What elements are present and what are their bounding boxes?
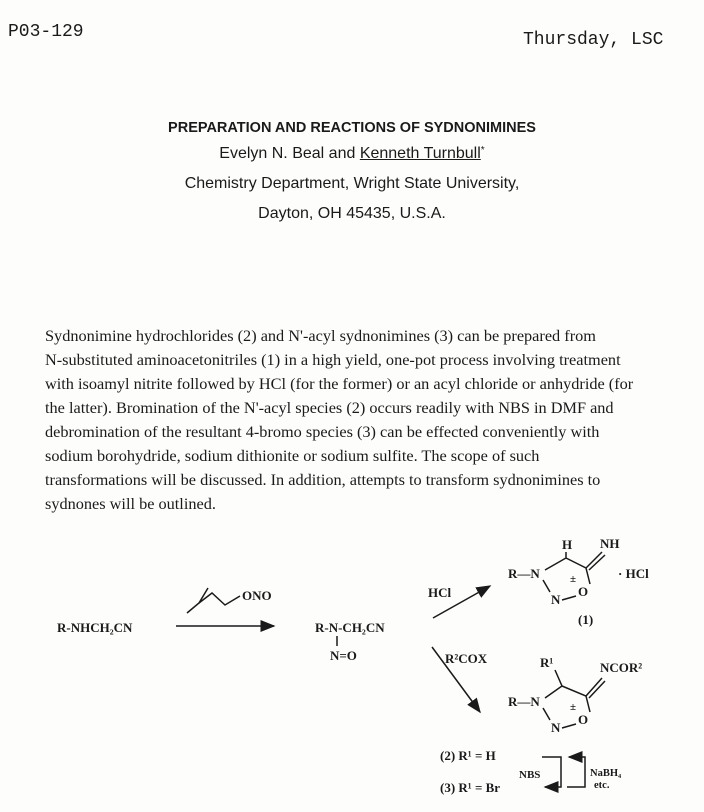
paper-title: PREPARATION AND REACTIONS OF SYDNONIMINES	[168, 120, 536, 136]
reagent-nabh4: NaBH₄	[590, 768, 622, 779]
nbs-bracket-arrow	[542, 757, 561, 787]
affiliation-line: Dayton, OH 45435, U.S.A.	[258, 205, 446, 222]
abstract-line: sydnones will be outlined.	[45, 494, 216, 513]
abstract-line: sodium borohydride, sodium dithionite or sodium sulfite. The scope of such	[45, 446, 540, 465]
author-presenter: Kenneth Turnbull	[359, 145, 481, 162]
nitroso-group: N=O	[330, 648, 357, 663]
compound-3-def: (3) R¹ = Br	[440, 780, 501, 795]
reagent-etc: etc.	[594, 780, 610, 791]
author-1: Evelyn N. Beal and	[219, 145, 360, 162]
atom-rn: R—N	[508, 566, 540, 581]
hcl-salt: · HCl	[618, 566, 649, 581]
abstract-line: the latter). Bromination of the N'-acyl species (2) occurs readily with NBS in DMF and	[45, 398, 614, 417]
abstract-line: with isoamyl nitrite followed by HCl (for the former) or an acyl chloride or anhydride (for	[45, 374, 634, 393]
atom-rn: R—N	[508, 694, 540, 709]
affiliation-line: Chemistry Department, Wright State University,	[184, 175, 520, 192]
reagent-nbs: NBS	[519, 769, 541, 781]
compound-label: (1)	[578, 612, 594, 627]
abstract-line: transformations will be discussed. In addition, attempts to transform sydnonimines to	[45, 470, 601, 489]
abstract-line: N-substituted aminoacetonitriles (1) in a high yield, one-pot process involving treatment	[45, 350, 621, 369]
abstract-line: Sydnonimine hydrochlorides (2) and N'-acyl sydnonimines (3) can be prepared from	[45, 326, 596, 345]
atom-n: N	[551, 592, 561, 607]
atom-n: N	[551, 720, 561, 735]
atom-nh: NH	[600, 536, 620, 551]
isoamyl-chain	[199, 593, 240, 605]
atom-h: H	[562, 537, 573, 552]
charge: ±	[570, 573, 577, 585]
abstract-line: debromination of the resultant 4-bromo species (3) can be effected conveniently with	[45, 422, 600, 441]
atom-o: O	[578, 584, 589, 599]
compound-1-structure	[508, 536, 649, 627]
nitrosamine: R-N-CH₂CN	[315, 620, 385, 635]
compound-2-structure	[508, 655, 642, 735]
atom-r1: R¹	[540, 655, 554, 670]
starting-material: R-NHCH₂CN	[57, 620, 133, 635]
isoamyl-skeleton	[187, 588, 208, 613]
atom-ncor2: NCOR²	[600, 660, 643, 675]
reagent-hcl: HCl	[428, 585, 452, 600]
corresponding-mark: *	[480, 145, 485, 156]
abstract-code: P03-129	[8, 22, 84, 42]
session-label: Thursday, LSC	[523, 30, 664, 50]
compound-2-def: (2) R¹ = H	[440, 748, 496, 763]
reagent-acyl: R²COX	[445, 651, 488, 666]
nabh4-bracket-arrow	[567, 757, 585, 787]
reagent-ono: ONO	[242, 588, 272, 603]
charge: ±	[570, 701, 577, 713]
atom-o: O	[578, 712, 589, 727]
